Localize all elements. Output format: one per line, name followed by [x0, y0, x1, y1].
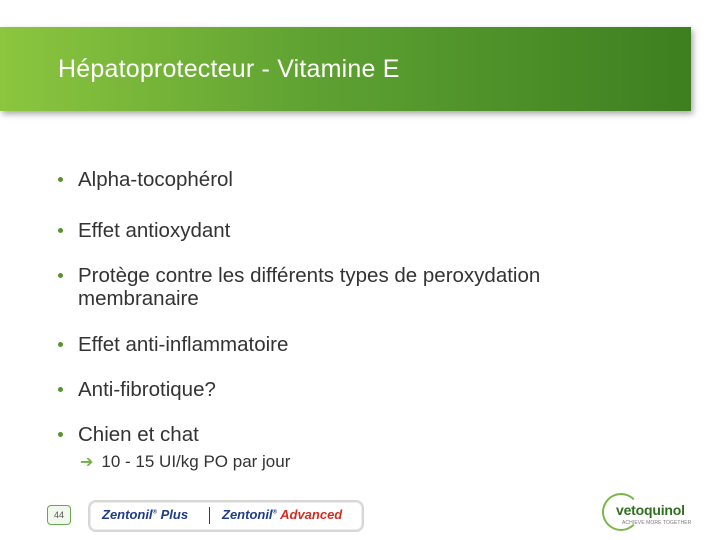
- vetoquinol-logo: [602, 493, 692, 531]
- brand-right-name: Zentonil: [222, 507, 273, 522]
- logo-name: vetoquinol: [616, 502, 685, 518]
- bullet-dot-icon: [58, 273, 63, 278]
- bullet-text: Effet anti-inflammatoire: [78, 333, 289, 356]
- bullet-text: Effet antioxydant: [78, 219, 231, 242]
- product-banner: [88, 500, 364, 532]
- arrow-right-icon: ➔: [80, 454, 94, 471]
- bullet-text: Chien et chat: [78, 423, 199, 446]
- bullet-item: [58, 333, 288, 356]
- brand-left-name: Zentonil: [102, 507, 153, 522]
- bullet-item: [58, 264, 618, 310]
- brand-zentonil-advanced: Zentonil® Advanced: [222, 507, 343, 522]
- page-number: 44: [47, 505, 71, 525]
- slide-title: Hépatoprotecteur - Vitamine E: [58, 55, 400, 83]
- brand-divider: [209, 507, 210, 524]
- brand-left-suffix: Plus: [160, 507, 189, 522]
- bullet-dot-icon: [58, 228, 63, 233]
- bullet-dot-icon: [58, 177, 63, 182]
- brand-zentonil-plus: Zentonil® Plus: [102, 507, 189, 522]
- bullet-text: Protège contre les différents types de peroxydation membranaire: [78, 264, 541, 310]
- bullet-dot-icon: [58, 342, 63, 347]
- bullet-item: [58, 168, 233, 191]
- bullet-text: Alpha-tocophérol: [78, 168, 233, 191]
- bullet-text: Anti-fibrotique?: [78, 378, 216, 401]
- sub-bullet: [80, 452, 290, 472]
- logo-tagline: ACHIEVE MORE TOGETHER: [622, 520, 692, 526]
- brand-right-suffix: Advanced: [280, 507, 343, 522]
- bullet-item: [58, 219, 230, 242]
- bullet-item: [58, 378, 216, 401]
- bullet-dot-icon: [58, 432, 63, 437]
- bullet-dot-icon: [58, 387, 63, 392]
- bullet-item: [58, 423, 199, 446]
- sub-bullet-text: 10 - 15 UI/kg PO par jour: [101, 452, 291, 471]
